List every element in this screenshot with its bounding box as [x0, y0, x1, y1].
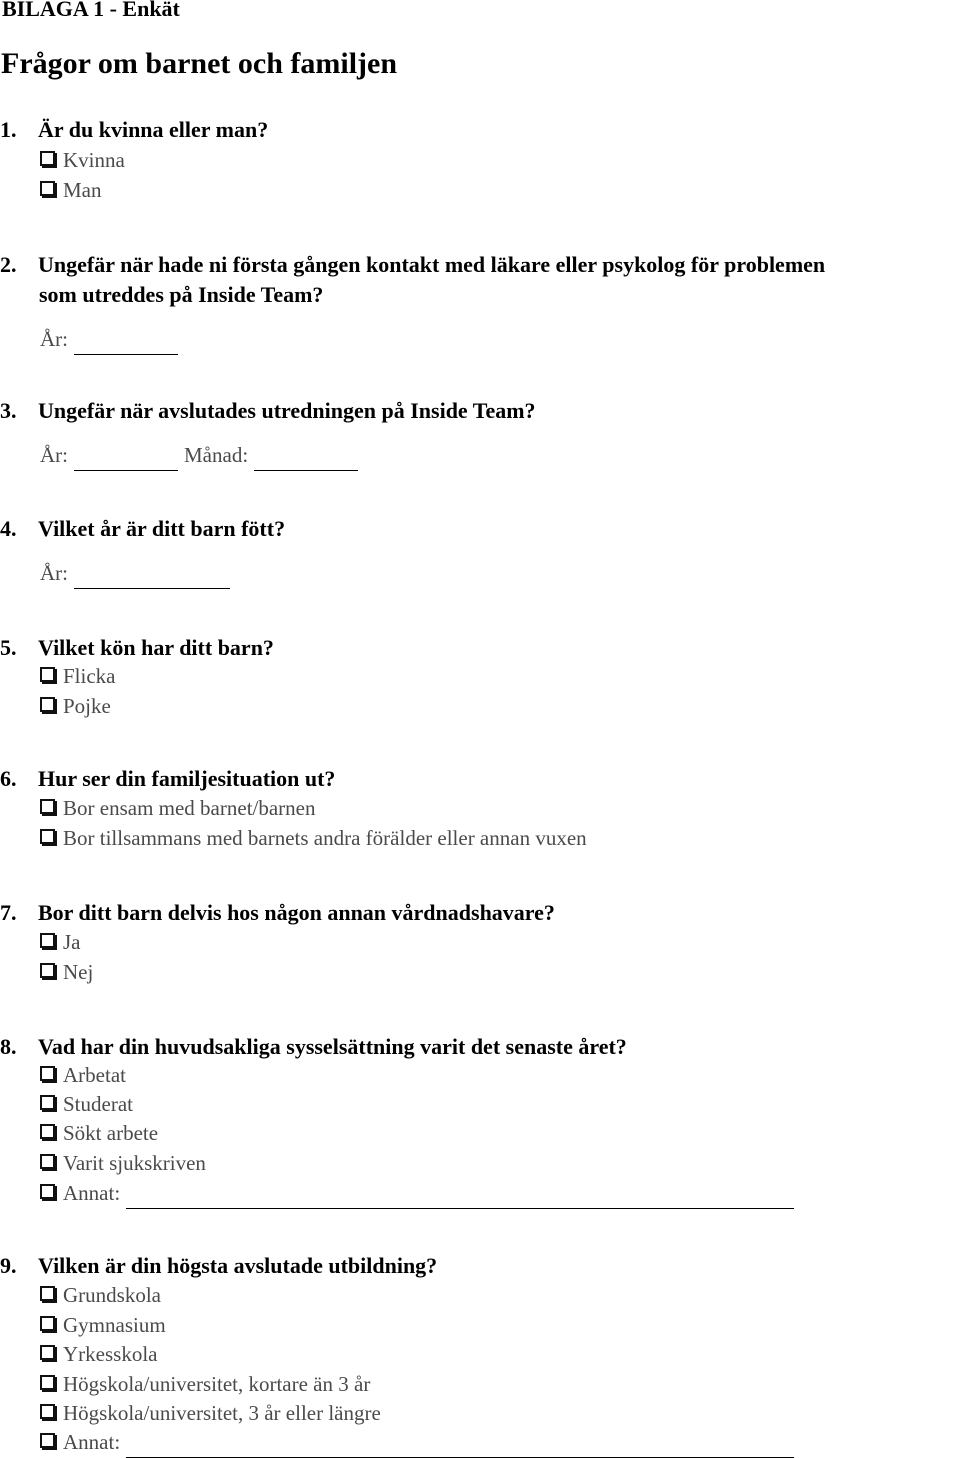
appendix-label: BILAGA 1 - Enkät	[2, 0, 180, 21]
option-label: Högskola/universitet, kortare än 3 år	[63, 1372, 371, 1396]
question-text: Vad har din huvudsakliga sysselsättning varit det senaste året?	[38, 1034, 627, 1059]
question-text: Ungefär när avslutades utredningen på Inside Team?	[38, 398, 536, 423]
option-label: Bor ensam med barnet/barnen	[63, 796, 316, 820]
question-4	[0, 516, 960, 544]
option-yrkesskola[interactable]	[40, 1342, 157, 1367]
checkbox-icon[interactable]	[40, 1184, 55, 1199]
year-input[interactable]	[74, 445, 178, 471]
question-text-continued: som utreddes på Inside Team?	[39, 282, 324, 307]
checkbox-icon[interactable]	[40, 1154, 55, 1169]
option-label: Pojke	[63, 694, 111, 718]
page-title: Frågor om barnet och familjen	[1, 47, 398, 80]
option-label: Högskola/universitet, 3 år eller längre	[63, 1401, 381, 1425]
question-text: Hur ser din familjesituation ut?	[38, 766, 336, 791]
question-text: Ungefär när hade ni första gången kontakt med läkare eller psykolog för problemen	[38, 252, 826, 277]
option-flicka[interactable]	[40, 664, 116, 689]
option-label: Flicka	[63, 664, 116, 688]
option-label: Grundskola	[63, 1283, 161, 1307]
checkbox-icon[interactable]	[40, 667, 55, 682]
option-annat[interactable]	[40, 1181, 794, 1209]
option-label: Nej	[63, 960, 94, 984]
checkbox-icon[interactable]	[40, 1375, 55, 1390]
question-number: 4.	[0, 516, 17, 541]
question-number: 5.	[0, 635, 17, 660]
question-number: 3.	[0, 398, 17, 423]
option-sjukskriven[interactable]	[40, 1151, 206, 1176]
question-number: 1.	[0, 117, 17, 142]
question-text: Vilket kön har ditt barn?	[38, 635, 274, 660]
year-field[interactable]	[40, 327, 178, 355]
option-gymnasium[interactable]	[40, 1313, 166, 1338]
year-input[interactable]	[74, 329, 178, 355]
question-text: Vilket år är ditt barn fött?	[38, 516, 286, 541]
year-input[interactable]	[74, 563, 230, 589]
question-number: 9.	[0, 1253, 17, 1278]
checkbox-icon[interactable]	[40, 697, 55, 712]
question-number: 7.	[0, 900, 17, 925]
option-label: Yrkesskola	[63, 1342, 158, 1366]
checkbox-icon[interactable]	[40, 1095, 55, 1110]
question-5	[0, 635, 960, 663]
year-label: År:	[40, 327, 68, 351]
option-nej[interactable]	[40, 960, 93, 985]
checkbox-icon[interactable]	[40, 963, 55, 978]
option-label: Studerat	[63, 1092, 133, 1116]
checkbox-icon[interactable]	[40, 1124, 55, 1139]
year-label: År:	[40, 443, 68, 467]
option-bor-tillsammans[interactable]	[40, 826, 587, 851]
option-annat-utbildning[interactable]	[40, 1430, 794, 1458]
question-number: 6.	[0, 766, 17, 791]
checkbox-icon[interactable]	[40, 1316, 55, 1331]
month-input[interactable]	[254, 445, 358, 471]
question-3	[0, 398, 960, 426]
checkbox-icon[interactable]	[40, 1286, 55, 1301]
checkbox-icon[interactable]	[40, 933, 55, 948]
option-sokt-arbete[interactable]	[40, 1121, 158, 1146]
annat-input[interactable]	[126, 1432, 794, 1458]
checkbox-icon[interactable]	[40, 151, 55, 166]
checkbox-icon[interactable]	[40, 181, 55, 196]
option-bor-ensam[interactable]	[40, 796, 316, 821]
option-pojke[interactable]	[40, 694, 111, 719]
birth-year-field[interactable]	[40, 561, 230, 589]
question-text: Vilken är din högsta avslutade utbildning?	[38, 1253, 438, 1278]
option-studerat[interactable]	[40, 1092, 133, 1117]
option-label: Annat:	[63, 1181, 121, 1205]
question-9	[0, 1253, 960, 1281]
option-ja[interactable]	[40, 930, 81, 955]
option-man[interactable]	[40, 178, 102, 203]
option-hogskola-lang[interactable]	[40, 1401, 381, 1426]
option-arbetat[interactable]	[40, 1063, 126, 1088]
option-kvinna[interactable]	[40, 148, 125, 173]
checkbox-icon[interactable]	[40, 1404, 55, 1419]
year-label: År:	[40, 561, 68, 585]
question-6	[0, 766, 960, 794]
question-2	[0, 252, 960, 280]
question-1	[0, 117, 960, 145]
option-hogskola-kort[interactable]	[40, 1372, 370, 1397]
question-number: 2.	[0, 252, 17, 277]
option-label: Man	[63, 178, 102, 202]
question-8	[0, 1034, 960, 1062]
option-grundskola[interactable]	[40, 1283, 161, 1308]
checkbox-icon[interactable]	[40, 1066, 55, 1081]
year-month-field[interactable]	[40, 443, 358, 471]
question-text: Bor ditt barn delvis hos någon annan vårdnadshavare?	[38, 900, 555, 925]
annat-input[interactable]	[126, 1183, 794, 1209]
option-label: Bor tillsammans med barnets andra förälder eller annan vuxen	[63, 826, 587, 850]
option-label: Ja	[63, 930, 81, 954]
month-label: Månad:	[184, 443, 249, 467]
checkbox-icon[interactable]	[40, 829, 55, 844]
checkbox-icon[interactable]	[40, 1433, 55, 1448]
question-number: 8.	[0, 1034, 17, 1059]
option-label: Sökt arbete	[63, 1121, 159, 1145]
option-label: Arbetat	[63, 1063, 126, 1087]
checkbox-icon[interactable]	[40, 1345, 55, 1360]
option-label: Annat:	[63, 1430, 121, 1454]
checkbox-icon[interactable]	[40, 799, 55, 814]
question-text: Är du kvinna eller man?	[38, 117, 269, 142]
option-label: Gymnasium	[63, 1313, 166, 1337]
question-7	[0, 900, 960, 928]
option-label: Kvinna	[63, 148, 125, 172]
option-label: Varit sjukskriven	[63, 1151, 206, 1175]
